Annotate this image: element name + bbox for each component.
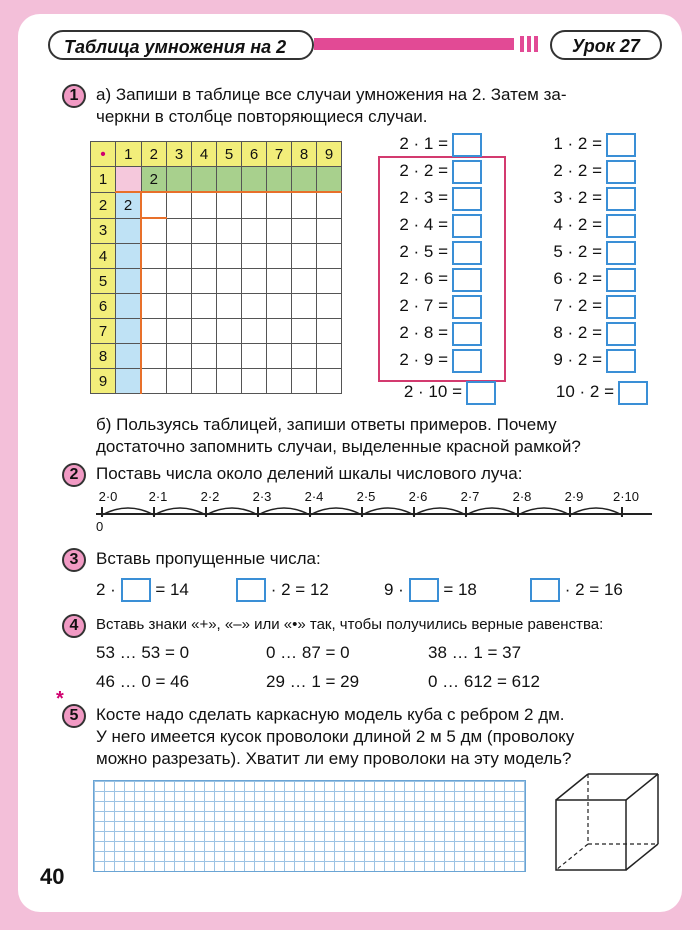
equation-row: 9 · 2 = [538, 349, 636, 371]
task1-text-b-line1: б) Пользуясь таблицей, запиши ответы примеров. Почему [96, 415, 557, 434]
table-cell[interactable] [217, 244, 242, 269]
answer-box[interactable] [452, 187, 482, 211]
multiplication-table [90, 141, 342, 394]
task4-expression: 29 … 1 = 29 [266, 672, 360, 691]
answer-box[interactable] [452, 349, 482, 373]
table-cell[interactable] [192, 319, 217, 344]
row-header: 2 [91, 192, 116, 218]
task5-line3: можно разрезать). Хватит ли ему проволоки на эту модель? [96, 749, 572, 768]
table-cell[interactable] [167, 218, 192, 244]
answer-box[interactable] [452, 322, 482, 346]
table-cell[interactable] [192, 192, 217, 218]
number-line-tick [101, 507, 103, 517]
col-header: 8 [292, 142, 317, 167]
table-cell[interactable] [116, 319, 142, 344]
title-bar-decoration [314, 38, 514, 50]
number-line-tick [621, 507, 623, 517]
table-cell[interactable]: 2 [116, 192, 142, 218]
equation-row: 2 · 7 = [386, 295, 482, 317]
table-cell[interactable] [192, 269, 217, 294]
number-line-tick [569, 507, 571, 517]
table-cell[interactable] [267, 294, 292, 319]
task-number-1: 1 [62, 84, 86, 108]
table-cell[interactable] [116, 218, 142, 244]
col-header: 9 [317, 142, 342, 167]
answer-box[interactable] [409, 578, 439, 602]
equation-row: 2 · 1 = [386, 133, 482, 155]
number-line-label: 2·6 [408, 489, 428, 504]
answer-grid[interactable] [93, 780, 526, 872]
title-stripes-decoration [520, 36, 541, 57]
equation-row: 7 · 2 = [538, 295, 636, 317]
task4-expression: 46 … 0 = 46 [96, 672, 190, 691]
table-cell[interactable] [167, 344, 192, 369]
number-line-tick [465, 507, 467, 517]
table-cell[interactable] [192, 218, 217, 244]
number-line-label: 2·10 [612, 489, 640, 504]
task2-text: Поставь числа около делений шкалы числового луча: [96, 464, 523, 483]
table-cell[interactable] [317, 344, 342, 369]
table-cell[interactable] [242, 244, 267, 269]
col-header: 1 [116, 142, 142, 167]
number-line-label: 2·3 [252, 489, 272, 504]
table-cell[interactable] [242, 192, 267, 218]
table-cell[interactable] [267, 218, 292, 244]
table-cell[interactable] [192, 294, 217, 319]
equation-row: 2 · 4 = [386, 214, 482, 236]
table-cell[interactable] [242, 294, 267, 319]
answer-box[interactable] [618, 381, 648, 405]
answer-box[interactable] [606, 322, 636, 346]
table-cell[interactable] [267, 344, 292, 369]
equation-row: 2 · 5 = [386, 241, 482, 263]
task4-expression: 53 … 53 = 0 [96, 643, 190, 662]
answer-box[interactable] [530, 578, 560, 602]
task4-text: Вставь знаки «+», «–» или «•» так, чтобы получились верные равенства: [96, 616, 604, 633]
table-cell[interactable] [217, 269, 242, 294]
number-line-tick [257, 507, 259, 517]
table-cell[interactable] [317, 319, 342, 344]
task3-example-2: · 2 = 12 [236, 578, 329, 602]
task1-text-a-line1: а) Запиши в таблице все случаи умножения на 2. Затем за- [96, 85, 567, 104]
col-header: 2 [141, 142, 167, 167]
table-cell[interactable] [167, 244, 192, 269]
task3-example-3: 9 · = 18 [384, 578, 477, 602]
task4-expression: 0 … 87 = 0 [266, 643, 350, 662]
number-line-tick [517, 507, 519, 517]
table-cell[interactable] [141, 294, 167, 319]
table-cell[interactable] [192, 344, 217, 369]
col-header: 5 [217, 142, 242, 167]
table-cell[interactable] [116, 294, 142, 319]
row-header: 1 [91, 167, 116, 193]
table-cell[interactable] [292, 344, 317, 369]
number-line-label: 2·9 [564, 489, 584, 504]
equation-row: 10 · 2 = [538, 381, 648, 403]
table-cell[interactable] [167, 294, 192, 319]
table-cell[interactable] [267, 167, 292, 193]
table-cell[interactable] [116, 269, 142, 294]
table-cell[interactable] [192, 369, 217, 394]
number-line-tick [361, 507, 363, 517]
table-cell[interactable] [292, 244, 317, 269]
answer-box[interactable] [452, 214, 482, 238]
lesson-label: Урок 27 [550, 30, 662, 60]
number-line-label: 2·2 [200, 489, 220, 504]
task5-star: * [56, 688, 64, 710]
answer-box[interactable] [236, 578, 266, 602]
number-line [96, 489, 656, 537]
table-corner: • [91, 142, 116, 167]
answer-box[interactable] [452, 295, 482, 319]
task-number-2: 2 [62, 463, 86, 487]
table-cell[interactable] [167, 167, 192, 193]
task4-expression: 38 … 1 = 37 [428, 643, 522, 662]
answer-box[interactable] [606, 160, 636, 184]
table-cell[interactable] [192, 167, 217, 193]
task3-text: Вставь пропущенные числа: [96, 549, 321, 568]
table-cell[interactable] [242, 218, 267, 244]
answer-box[interactable] [452, 160, 482, 184]
table-cell[interactable] [167, 269, 192, 294]
table-cell[interactable] [116, 344, 142, 369]
page-number: 40 [40, 864, 65, 889]
row-header: 8 [91, 344, 116, 369]
equation-row: 8 · 2 = [538, 322, 636, 344]
table-cell[interactable] [116, 167, 142, 193]
table-cell[interactable] [217, 192, 242, 218]
table-cell[interactable] [242, 269, 267, 294]
table-cell[interactable] [317, 244, 342, 269]
number-line-zero: 0 [96, 519, 104, 534]
table-cell[interactable] [116, 244, 142, 269]
equation-row: 2 · 3 = [386, 187, 482, 209]
table-cell[interactable] [292, 192, 317, 218]
table-cell[interactable] [267, 319, 292, 344]
table-cell[interactable] [267, 269, 292, 294]
table-cell[interactable] [141, 369, 167, 394]
table-cell[interactable] [292, 319, 317, 344]
equation-row: 2 · 2 = [386, 160, 482, 182]
task5-line2: У него имеется кусок проволоки длиной 2 м 5 дм (проволоку [96, 727, 575, 746]
table-cell[interactable] [167, 319, 192, 344]
equation-row: 4 · 2 = [538, 214, 636, 236]
equation-row: 1 · 2 = [538, 133, 636, 155]
table-cell[interactable] [292, 218, 317, 244]
answer-box[interactable] [452, 241, 482, 265]
task5-line1: Косте надо сделать каркасную модель куба с ребром 2 дм. [96, 705, 565, 724]
table-cell[interactable] [141, 192, 167, 218]
answer-box[interactable] [606, 349, 636, 373]
table-cell[interactable] [141, 319, 167, 344]
number-line-label: 2·7 [460, 489, 480, 504]
row-header: 3 [91, 218, 116, 244]
table-cell[interactable] [192, 244, 217, 269]
table-cell[interactable] [167, 192, 192, 218]
table-cell[interactable] [317, 294, 342, 319]
task1-text-b-line2: достаточно запомнить случаи, выделенные красной рамкой? [96, 437, 581, 456]
table-cell[interactable] [317, 218, 342, 244]
answer-box[interactable] [466, 381, 496, 405]
answer-box[interactable] [606, 133, 636, 157]
table-cell[interactable] [317, 192, 342, 218]
page-title: Таблица умножения на 2 [48, 30, 314, 60]
table-cell[interactable] [317, 269, 342, 294]
table-cell[interactable] [167, 369, 192, 394]
number-line-label: 2·0 [98, 489, 118, 504]
number-line-tick [205, 507, 207, 517]
table-cell[interactable] [217, 344, 242, 369]
answer-box[interactable] [606, 295, 636, 319]
equation-row: 6 · 2 = [538, 268, 636, 290]
answer-box[interactable] [606, 214, 636, 238]
equation-row: 2 · 9 = [386, 349, 482, 371]
answer-box[interactable] [452, 133, 482, 157]
cube-drawing [552, 770, 662, 880]
answer-box[interactable] [606, 268, 636, 292]
table-cell[interactable]: 2 [141, 167, 167, 193]
col-header: 3 [167, 142, 192, 167]
table-cell[interactable] [141, 269, 167, 294]
number-line-label: 2·8 [512, 489, 532, 504]
number-line-tick [309, 507, 311, 517]
table-cell[interactable] [267, 244, 292, 269]
table-cell[interactable] [141, 344, 167, 369]
col-header: 6 [242, 142, 267, 167]
row-header: 6 [91, 294, 116, 319]
answer-box[interactable] [121, 578, 151, 602]
table-cell[interactable] [141, 244, 167, 269]
equation-row: 5 · 2 = [538, 241, 636, 263]
equation-row: 2 · 8 = [386, 322, 482, 344]
equation-row: 3 · 2 = [538, 187, 636, 209]
table-cell[interactable] [292, 369, 317, 394]
equation-row: 2 · 6 = [386, 268, 482, 290]
number-line-tick [413, 507, 415, 517]
answer-box[interactable] [606, 241, 636, 265]
table-cell[interactable] [317, 369, 342, 394]
table-cell[interactable] [292, 167, 317, 193]
table-cell[interactable] [292, 294, 317, 319]
table-cell[interactable] [217, 319, 242, 344]
table-cell[interactable] [242, 167, 267, 193]
answer-box[interactable] [606, 187, 636, 211]
col-header: 7 [267, 142, 292, 167]
row-header: 4 [91, 244, 116, 269]
table-cell[interactable] [242, 319, 267, 344]
table-cell[interactable] [242, 344, 267, 369]
table-cell[interactable] [141, 218, 167, 244]
table-cell[interactable] [116, 369, 142, 394]
col-header: 4 [192, 142, 217, 167]
number-line-tick [153, 507, 155, 517]
table-cell[interactable] [292, 269, 317, 294]
row-header: 5 [91, 269, 116, 294]
row-header: 9 [91, 369, 116, 394]
answer-box[interactable] [452, 268, 482, 292]
task-number-4: 4 [62, 614, 86, 638]
number-line-label: 2·5 [356, 489, 376, 504]
task4-expression: 0 … 612 = 612 [428, 672, 541, 691]
table-cell[interactable] [217, 167, 242, 193]
table-cell[interactable] [267, 369, 292, 394]
table-cell[interactable] [217, 294, 242, 319]
row-header: 7 [91, 319, 116, 344]
number-line-label: 2·1 [148, 489, 168, 504]
number-line-label: 2·4 [304, 489, 324, 504]
task3-example-4: · 2 = 16 [530, 578, 623, 602]
equation-row: 2 · 2 = [538, 160, 636, 182]
table-cell[interactable] [217, 218, 242, 244]
task-number-5: 5 [62, 704, 86, 728]
task1-text-a-line2: черкни в столбце повторяющиеся случаи. [96, 107, 428, 126]
table-cell[interactable] [242, 369, 267, 394]
table-cell[interactable] [317, 167, 342, 193]
table-cell[interactable] [267, 192, 292, 218]
equation-row: 2 · 10 = [386, 381, 496, 403]
task3-example-1: 2 · = 14 [96, 578, 189, 602]
task-number-3: 3 [62, 548, 86, 572]
table-cell[interactable] [217, 369, 242, 394]
